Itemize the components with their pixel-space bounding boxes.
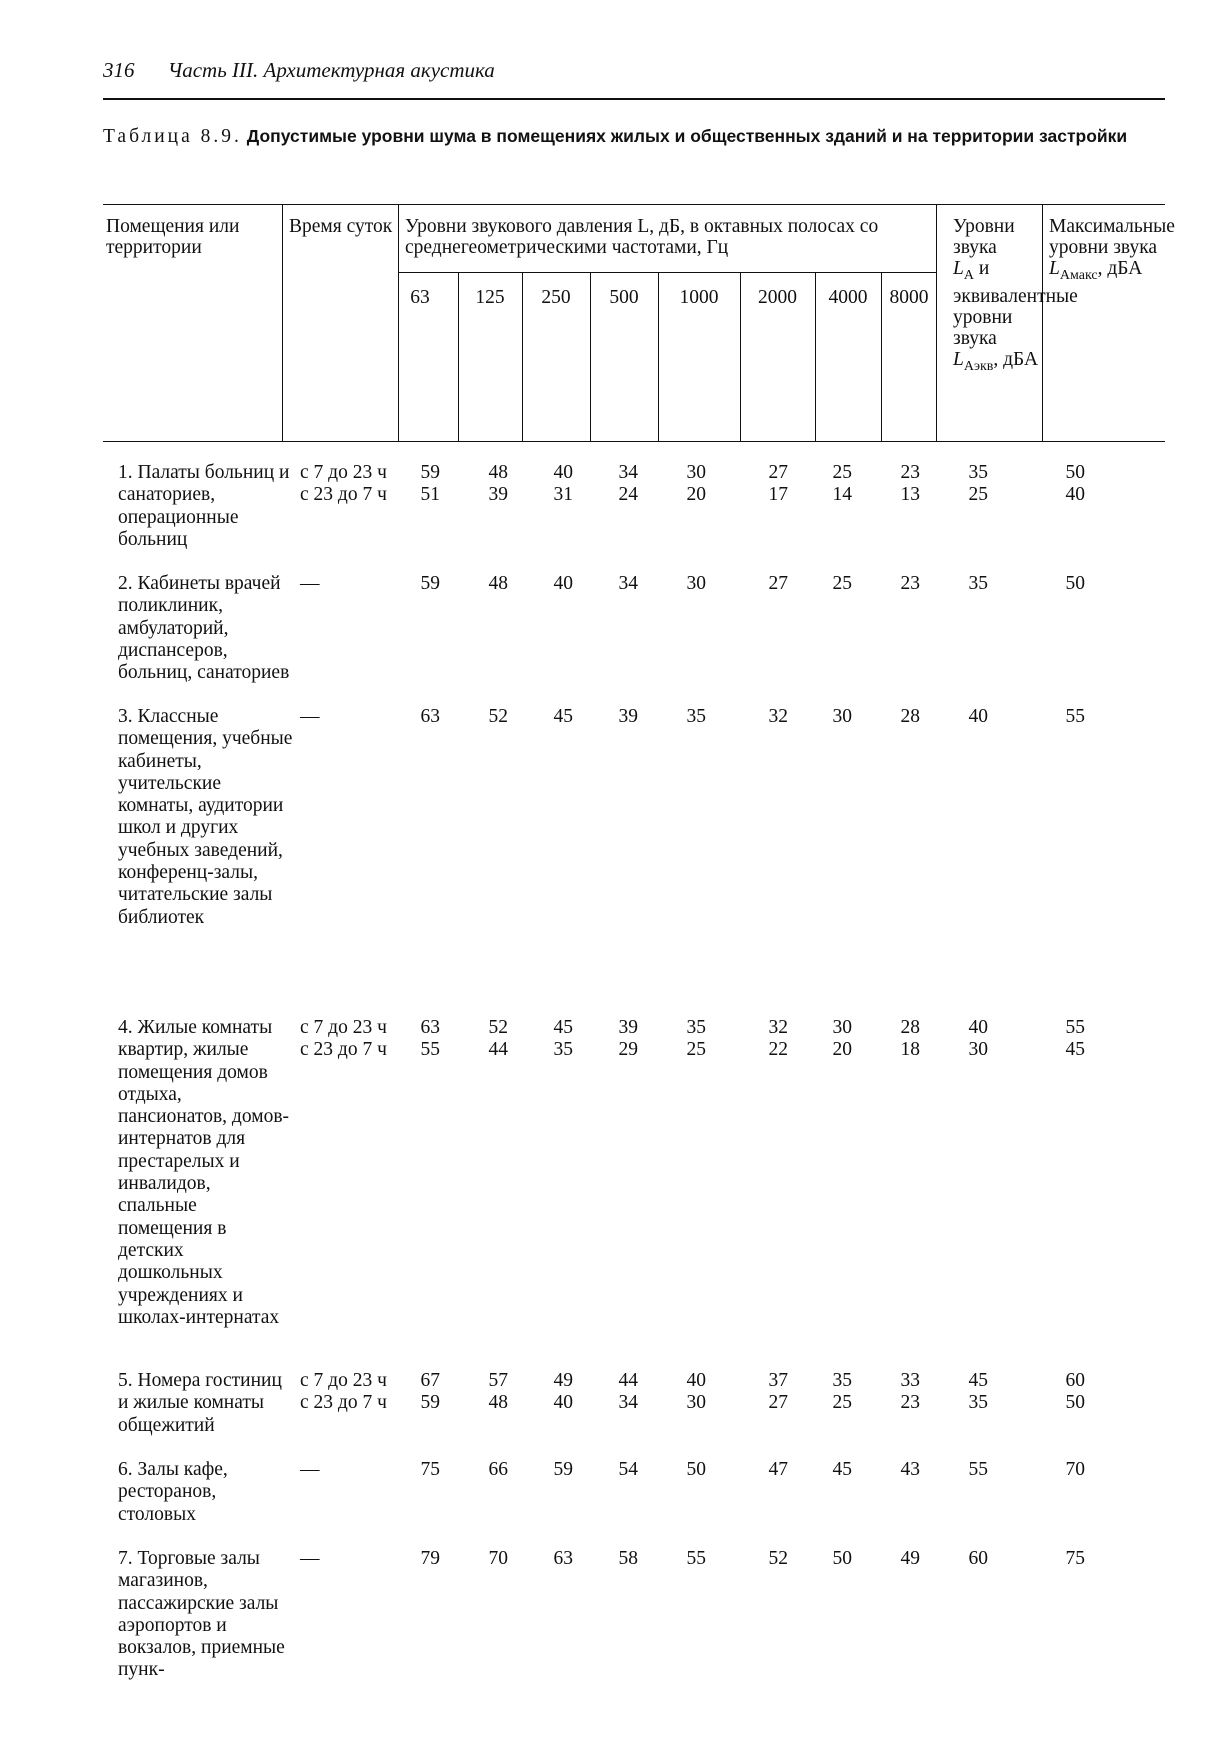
freq-divider [881, 272, 882, 441]
header-octave: Уровни звукового давления L, дБ, в октавных полосах со среднегеометрическими частотами, Гц [405, 216, 879, 258]
table-cell: 60 [968, 1548, 988, 1569]
table-cell: 55 [1065, 706, 1085, 727]
table-cell: 25 [832, 1392, 852, 1414]
time-of-day: — [300, 573, 320, 594]
table-cell: 34 [618, 462, 638, 483]
table-cell: 51 [420, 484, 440, 506]
freq-500: 500 [609, 287, 639, 308]
table-cell: 17 [768, 484, 788, 506]
table-cell: 50 [832, 1548, 852, 1569]
table-cell: 25 [832, 462, 852, 483]
freq-2000: 2000 [758, 287, 797, 308]
table-cell: 20 [686, 484, 706, 506]
table-cell: 22 [768, 1039, 788, 1061]
table-cell: 50 [1065, 462, 1085, 483]
table-cell: 31 [553, 484, 573, 506]
table-cell: 40 [553, 462, 573, 483]
header-levels-line3: эквивалентные уровни звука [953, 285, 1078, 349]
table-cell: 58 [618, 1548, 638, 1569]
freq-125: 125 [475, 287, 505, 308]
time-of-day: с 7 до 23 ч [300, 1370, 387, 1391]
table-cell: 52 [488, 1017, 508, 1038]
table-cell: 39 [618, 706, 638, 727]
row-name: 6. Залы кафе, ресторанов, столовых [118, 1459, 228, 1525]
table-cell: 47 [768, 1459, 788, 1480]
freq-4000: 4000 [828, 287, 868, 308]
header-max-line1: Максимальные уровни звука [1049, 216, 1175, 258]
table-cell: 49 [900, 1548, 920, 1569]
table-cell: 40 [1065, 484, 1085, 506]
table-cell: 48 [488, 1392, 508, 1414]
freq-63: 63 [410, 287, 430, 308]
header-time: Время суток [289, 216, 393, 237]
caption-lead: Таблица 8.9. [103, 126, 242, 147]
table-cell: 57 [488, 1370, 508, 1391]
table-cell: 55 [968, 1459, 988, 1480]
table-cell: 66 [488, 1459, 508, 1480]
table-cell: 44 [618, 1370, 638, 1391]
laeq-subscript: Аэкв [963, 358, 994, 374]
table-cell: 40 [968, 706, 988, 727]
row-name: 1. Палаты больниц и санаториев, операционные больниц [118, 462, 290, 550]
table-cell: 27 [768, 573, 788, 594]
table-cell: 25 [832, 573, 852, 594]
table-cell: 48 [488, 462, 508, 483]
freq-divider [658, 272, 659, 441]
table-cell: 37 [768, 1370, 788, 1391]
table-cell: 25 [686, 1039, 706, 1061]
table-cell: 50 [686, 1459, 706, 1480]
col-divider [398, 204, 399, 441]
table-cell: 35 [686, 706, 706, 727]
freq-8000: 8000 [889, 287, 929, 308]
table-cell: 18 [900, 1039, 920, 1061]
table-cell: 23 [900, 1392, 920, 1414]
page-number: 316 [103, 58, 135, 82]
table-cell: 35 [968, 1392, 988, 1414]
table-cell: 70 [488, 1548, 508, 1569]
freq-divider [458, 272, 459, 441]
table-cell: 30 [832, 1017, 852, 1038]
table-cell: 30 [686, 462, 706, 483]
table-cell: 24 [618, 484, 638, 506]
la-tail: и [973, 258, 990, 279]
table-cell: 55 [420, 1039, 440, 1061]
octave-sub-rule [398, 272, 936, 273]
freq-divider [522, 272, 523, 441]
table-cell: 39 [618, 1017, 638, 1038]
lamax-tail: , дБА [1097, 258, 1143, 279]
la-symbol: L [953, 258, 964, 279]
table-cell: 54 [618, 1459, 638, 1480]
table-cell: 35 [968, 573, 988, 594]
row-name: 3. Классные помещения, учебные кабинеты, учительские комнаты, аудитории школ и других учебных заведений, конференц-залы, читательские залы библиотек [118, 706, 293, 928]
header-premises: Помещения или территории [106, 216, 240, 258]
freq-divider [815, 272, 816, 441]
header-bottom-rule [103, 441, 1165, 442]
table-cell: 35 [832, 1370, 852, 1391]
table-cell: 34 [618, 573, 638, 594]
table-cell: 28 [900, 1017, 920, 1038]
table-cell: 23 [900, 573, 920, 594]
table-cell: 34 [618, 1392, 638, 1414]
header-max [1049, 216, 1175, 286]
time-of-day: с 23 до 7 ч [300, 1039, 387, 1061]
table-cell: 23 [900, 462, 920, 483]
table-cell: 75 [420, 1459, 440, 1480]
table-cell: 79 [420, 1548, 440, 1569]
header-levels-line4 [953, 349, 1041, 377]
table-cell: 49 [553, 1370, 573, 1391]
table-cell: 59 [420, 462, 440, 483]
table-cell: 70 [1065, 1459, 1085, 1480]
table-cell: 45 [832, 1459, 852, 1480]
time-of-day: с 23 до 7 ч [300, 1392, 387, 1414]
table-cell: 25 [968, 484, 988, 506]
table-cell: 39 [488, 484, 508, 506]
table-cell: 20 [832, 1039, 852, 1061]
table-cell: 59 [420, 1392, 440, 1414]
time-of-day: — [300, 706, 320, 727]
table-cell: 45 [1065, 1039, 1085, 1061]
table-cell: 75 [1065, 1548, 1085, 1569]
row-name: 4. Жилые комнаты квартир, жилые помещения домов отдыха, пансионатов, домов-интернатов для престарелых и инвалидов, спальные помещения в детских дошкольных учреждениях и школах-интернатах [118, 1017, 290, 1328]
laeq-symbol: L [953, 348, 964, 370]
table-cell: 40 [553, 1392, 573, 1414]
table-cell: 45 [553, 706, 573, 727]
table-cell: 50 [1065, 573, 1085, 594]
col-divider [936, 204, 937, 441]
table-cell: 28 [900, 706, 920, 727]
table-top-rule [103, 204, 1165, 205]
table-cell: 48 [488, 573, 508, 594]
table-cell: 40 [553, 573, 573, 594]
header-levels [953, 216, 1078, 377]
table-cell: 52 [488, 706, 508, 727]
table-cell: 67 [420, 1370, 440, 1391]
table-cell: 14 [832, 484, 852, 506]
la-subscript: A [963, 267, 974, 283]
table-cell: 35 [968, 462, 988, 483]
table-cell: 30 [686, 573, 706, 594]
table-caption [103, 125, 1165, 148]
table-cell: 35 [553, 1039, 573, 1061]
table-cell: 32 [768, 706, 788, 727]
table-cell: 27 [768, 462, 788, 483]
table-cell: 60 [1065, 1370, 1085, 1391]
table-cell: 50 [1065, 1392, 1085, 1414]
table-cell: 59 [553, 1459, 573, 1480]
table-cell: 30 [968, 1039, 988, 1061]
table-cell: 55 [1065, 1017, 1085, 1038]
laeq-tail: , дБА [993, 348, 1039, 370]
table-cell: 35 [686, 1017, 706, 1038]
table-cell: 63 [420, 706, 440, 727]
caption-text: Допустимые уровни шума в помещениях жилых и общественных зданий и на территории застройки [246, 126, 1128, 146]
table-cell: 45 [553, 1017, 573, 1038]
table-cell: 30 [686, 1392, 706, 1414]
lamax-symbol: L [1049, 258, 1060, 279]
lamax-subscript: Амакс [1059, 267, 1098, 283]
table-cell: 40 [686, 1370, 706, 1391]
table-cell: 45 [968, 1370, 988, 1391]
table-cell: 43 [900, 1459, 920, 1480]
freq-divider [590, 272, 591, 441]
table-cell: 59 [420, 573, 440, 594]
table-cell: 44 [488, 1039, 508, 1061]
time-of-day: с 7 до 23 ч [300, 1017, 387, 1038]
time-of-day: с 23 до 7 ч [300, 484, 387, 506]
table-cell: 30 [832, 706, 852, 727]
table-cell: 32 [768, 1017, 788, 1038]
header-rule [103, 98, 1165, 100]
table-cell: 13 [900, 484, 920, 506]
header-levels-line2 [953, 258, 1041, 286]
freq-divider [740, 272, 741, 441]
freq-1000: 1000 [679, 287, 719, 308]
header-max-line2 [1049, 258, 1161, 286]
freq-250: 250 [541, 287, 571, 308]
col-divider [282, 204, 283, 441]
running-header [103, 58, 495, 83]
row-name: 5. Номера гостиниц и жилые комнаты общежитий [118, 1370, 282, 1436]
table-cell: 52 [768, 1548, 788, 1569]
time-of-day: с 7 до 23 ч [300, 462, 387, 483]
col-divider [1042, 204, 1043, 441]
row-name: 7. Торговые залы магазинов, пассажирские залы аэропортов и вокзалов, приемные пунк- [118, 1548, 285, 1681]
row-name: 2. Кабинеты врачей поликлиник, амбулаторий, диспансеров, больниц, санаториев [118, 573, 290, 684]
header-levels-line1: Уровни звука [953, 216, 1015, 258]
table-cell: 63 [420, 1017, 440, 1038]
table-cell: 40 [968, 1017, 988, 1038]
time-of-day: — [300, 1459, 320, 1480]
time-of-day: — [300, 1548, 320, 1569]
table-cell: 29 [618, 1039, 638, 1061]
table-cell: 55 [686, 1548, 706, 1569]
table-cell: 33 [900, 1370, 920, 1391]
table-cell: 63 [553, 1548, 573, 1569]
running-title: Часть III. Архитектурная акустика [167, 58, 495, 82]
table-cell: 27 [768, 1392, 788, 1414]
